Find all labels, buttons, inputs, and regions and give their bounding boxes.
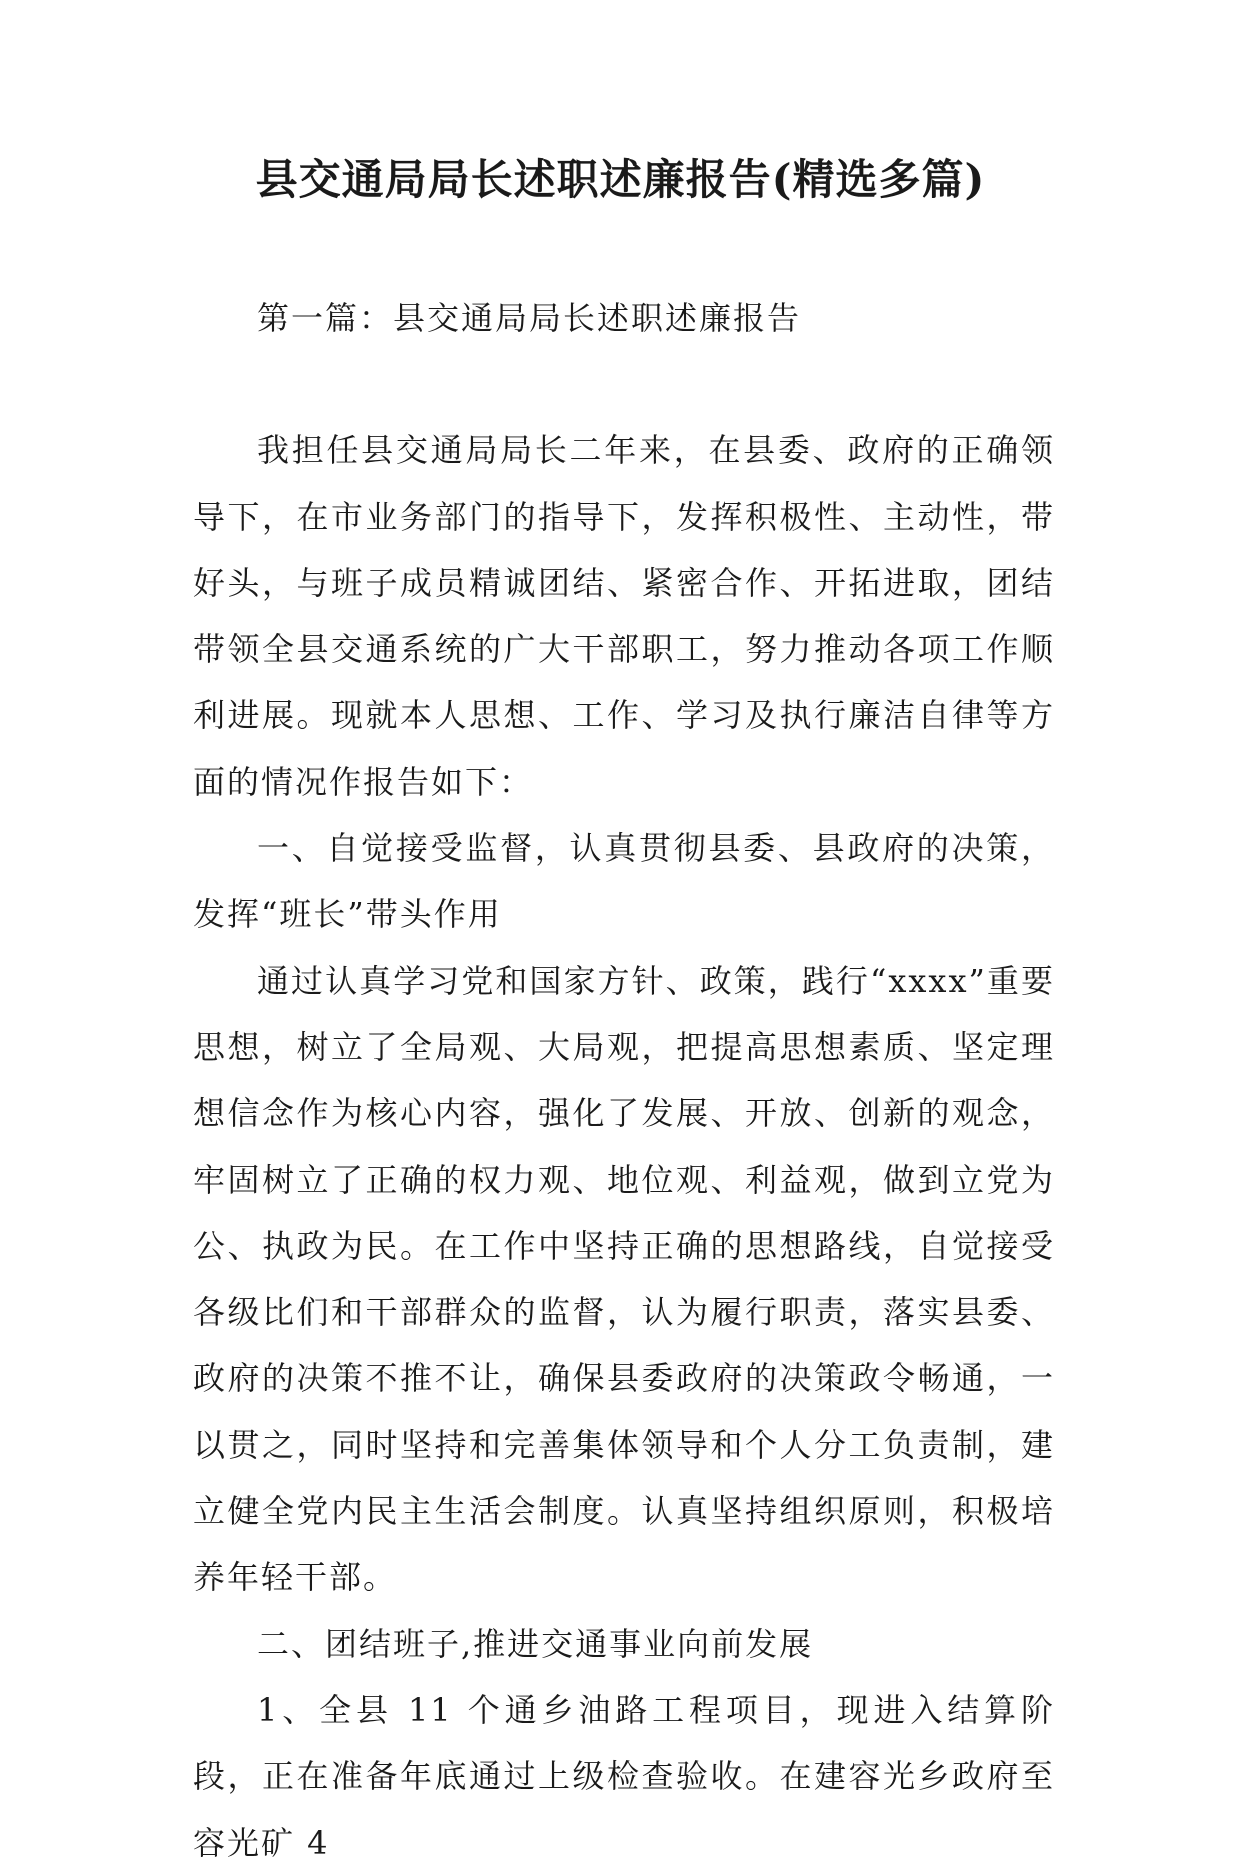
paragraph-intro: 我担任县交通局局长二年来，在县委、政府的正确领导下，在市业务部门的指导下，发挥积极性、主动性，带好头，与班子成员精诚团结、紧密合作、开拓进取，团结带领全县交通系统的广大干部职工，努力推动各项工作顺利进展。现就本人思想、工作、学习及执行廉洁自律等方面的情况作报告如下： <box>193 431 1055 801</box>
paragraph-item-1: 1、全县 11 个通乡油路工程项目，现进入结算阶段，正在准备年底通过上级检查验收。在建容光乡政府至容光矿 4 <box>193 1690 1055 1862</box>
section-heading-1: 一、自觉接受监督，认真贯彻县委、县政府的决策，发挥“班长”带头作用 <box>193 829 1055 934</box>
paragraph-section-1: 通过认真学习党和国家方针、政策，践行“xxxx”重要思想，树立了全局观、大局观，把提高思想素质、坚定理想信念作为核心内容，强化了发展、开放、创新的观念，牢固树立了正确的权力观、地位观、利益观，做到立党为公、执政为民。在工作中坚持正确的思想路线，自觉接受各级比们和干部群众的监督，认为履行职责，落实县委、政府的决策不推不让，确保县委政府的决策政令畅通，一以贯之，同时坚持和完善集体领导和个人分工负责制，建立健全党内民主生活会制度。认真坚持组织原则，积极培养年轻干部。 <box>193 961 1055 1597</box>
document-title: 县交通局局长述职述廉报告(精选多篇) <box>255 155 986 204</box>
chapter-heading: 第一篇：县交通局局长述职述廉报告 <box>257 299 802 337</box>
document-body <box>193 285 1055 1876</box>
section-heading-2: 二、团结班子,推进交通事业向前发展 <box>257 1624 814 1663</box>
